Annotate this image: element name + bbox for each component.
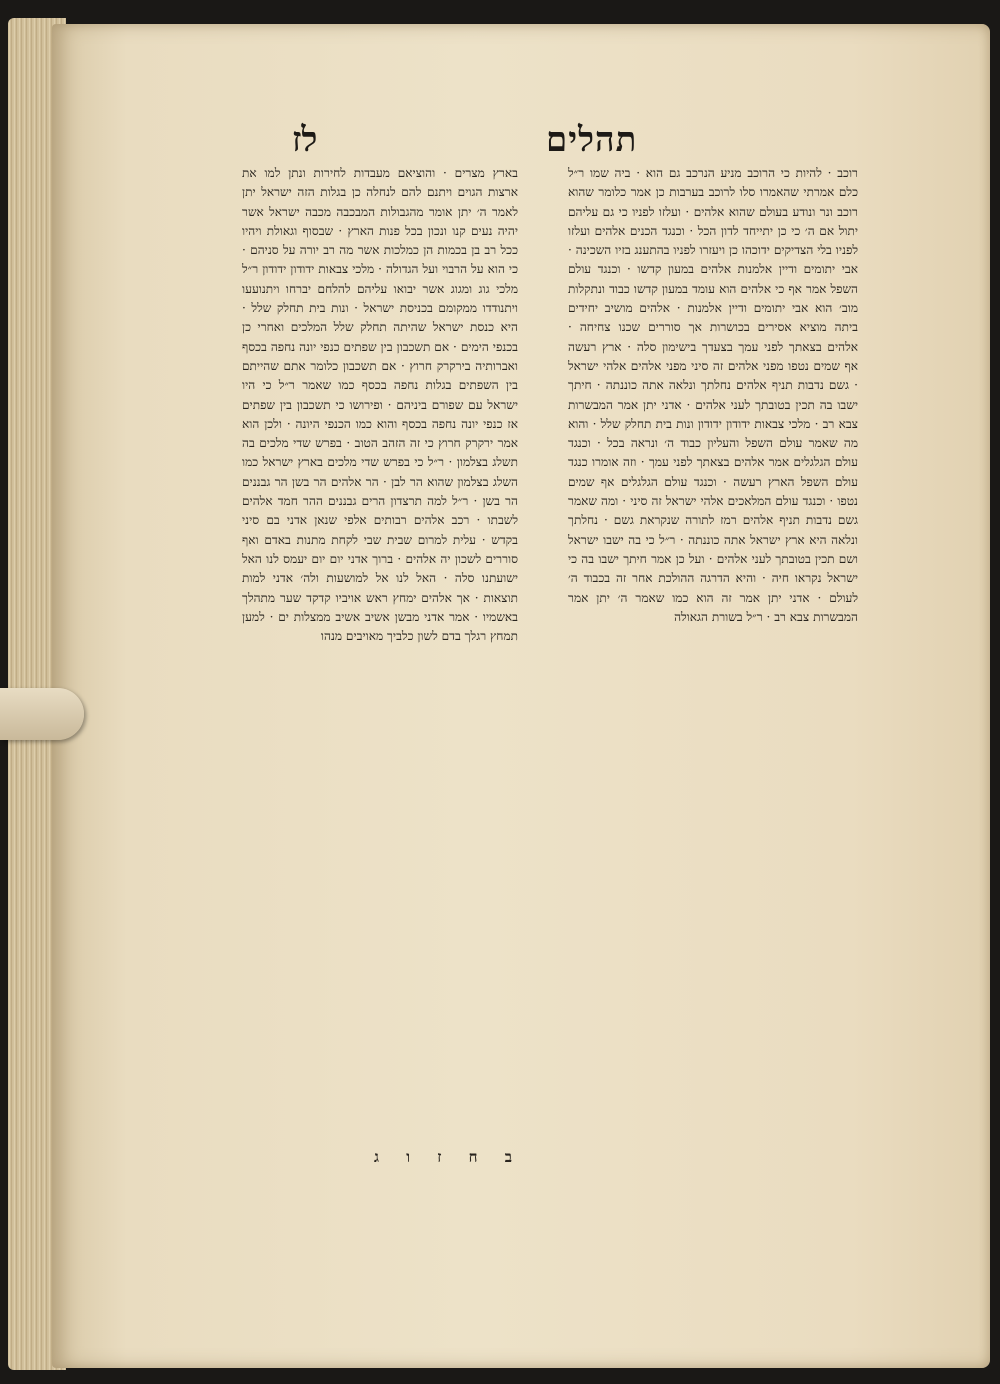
signature-marks: ב ח ז ו ג (374, 1148, 512, 1166)
running-title: תהלים (546, 120, 638, 160)
running-header (52, 112, 990, 172)
right-column-text: רוכב · להיות כי הרוכב מניע הנרכב גם הוא · ביה שמו ר״ל כלם אמרתי שהאמרו סלו לרוכב בערבות כן אמר כלומר שהוא רוכב ונר ונודע בעולם שהוא אלהים · ועלזו לפניו כי גם עליהם יתול אם ה׳ כי כן יתייחד לדון הכל · וכנגד הכנים אלהים ועלזו לפניו בלי הצדיקים ידוכהו כן ויעזרו לפניו בהתענג בזיו השכינה · אבי יתומים ודיין אלמנות אלהים במעון קדשו · וכנגד עולם השפל אמר אף כי אלהים הוא עומד במעון קדשו כבוד ונתקלות מוב׳ הוא אבי יתומים ודיין אלמנות · אלהים מושיב יחידים ביתה מוציא אסירים בכושרות אך סוררים שכנו צחיחה · אלהים בצאתך לפני עמך בצעדך בישימון סלה · ארץ רעשה אף שמים נטפו מפני אלהים זה סיני מפני אלהים אלהי ישראל · גשם נדבות תניף אלהים נחלתך ונלאה אתה כוננתה · חיתך ישבו בה תכין בטובתך לעני אלהים · אדני יתן אמר המבשרות צבא רב · מלכי צבאות ידודון ידודון ונות בית תחלק שלל · והוא מה שאמר עולם השפל והעליון כבוד ה׳ ונראה בכל · וכנגד עולם הגלגלים אמר אלהים בצאתך לפני עמך · וזה אומרו כנגד עולם השפל הארץ רעשה · וכנגד עולם הגלגלים אף שמים נטפו · וכנגד עולם המלאכים אלהי ישראל זה סיני · ומה שאמר גשם נדבות תניף אלהים רמז לתורה שנקראת גשם · נחלתך ונלאה היא ארץ ישראל אתה כוננתה · ר״ל כי בה ישבו ישראל ושם תכין בטובתך לעני אלהים · ועל כן אמר חיתך ישבו בה כי ישראל נקראו חיה · והיא הדרגה ההולכת אחר זה בכבוד ה׳ לעולם · אדני יתן אמר זה הוא כמו שאמר ה׳ יתן אמר המבשרות צבא רב · ר״ל בשורת הגאולה (568, 166, 858, 624)
bookmark-ribbon[interactable] (0, 688, 84, 740)
page-sheet (52, 24, 990, 1368)
left-text-column (242, 164, 518, 1164)
folio-number: לז (292, 120, 318, 160)
left-column-text: בארץ מצרים · והוציאם מעבדות לחירות ונתן למו את ארצות הגוים ויתנם להם לנחלה כן בגלות הזה ישראל יתן לאמר ה׳ יתן אומר מהגבולות המבכבה מכבה ישראל אשר יהיה נעים קנו ונכון בכל פנות הארץ · שבסוף וגאולת ויהיו ככל רב בן בכמות הן כמלכות אשר מה רב יורה על סניהם · כי הוא על הרבוי ועל הגדולה · מלכי צבאות ידודון ידודון ר״ל מלכי גוג ומגוג אשר יבואו עליהם להלחם יברחו ויתנועעו ויתנודדו ממקומם בכניסת ישראל · ונות בית תחלק שלל · היא כנסת ישראל שהיתה תחלק שלל המלכים ואחרי כן בכנפי הימים · אם תשכבון בין שפתים כנפי יונה נחפה בכסף ואברותיה בירקרק חרוץ · אם תשכבון כלומר אתם שהייתם בין השפתים בגלות נחפה בכסף כמו שאמר ר״ל כי היו ישראל עם שפורם ביניהם · ופירושו כי תשכבון בין שפתים אז כנפי יונה נחפה בכסף והוא כמו הכנפי היונה · ולכן הוא אמר ירקרק חרוץ כי זה הזהב הטוב · בפרש שדי מלכים בה תשלג בצלמון · ר״ל כי בפרש שדי מלכים בארץ ישראל כמו השלג בצלמון שהוא הר לבן · הר אלהים הר בשן הר גבננים הר בשן · ר״ל למה תרצדון הרים גבננים ההר חמד אלהים לשבתו · רכב אלהים רבותים אלפי שנאן אדני בם סיני בקדש · עלית למרום שבית שבי לקחת מתנות באדם ואף סוררים לשכון יה אלהים · ברוך אדני יום יום יעמס לנו האל ישועתנו סלה · האל לנו אל למושעות ולה׳ אדני למות תוצאות · אך אלהים ימחץ ראש אויביו קדקד שער מתהלך באשמיו · אמר אדני מבשן אשיב אשיב ממצלות ים · למען תמחץ רגלך בדם לשון כלביך מאויבים מנהו (242, 166, 518, 644)
right-text-column (568, 164, 858, 1144)
